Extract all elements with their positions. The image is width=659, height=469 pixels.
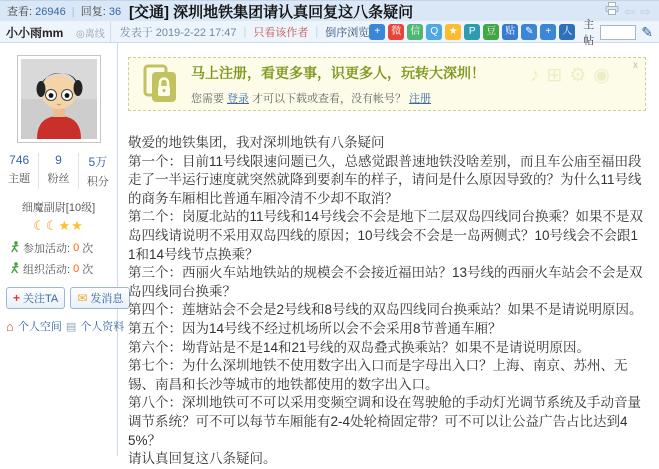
- banner-subline: 您需要 登录 才可以下载或查看，没有帐号？ 注册: [191, 92, 431, 105]
- views-label: 查看:: [7, 6, 33, 18]
- stat-label: 粉丝: [47, 173, 70, 185]
- share-edit-icon[interactable]: ✎: [521, 24, 537, 40]
- post-timestamp: 发表于 2019-2-22 17:47: [119, 27, 237, 39]
- envelope-icon: ✉: [77, 291, 88, 305]
- profile-link[interactable]: 个人资料: [80, 321, 125, 333]
- profile-icon: ▤: [65, 320, 77, 333]
- share-icon-group: [369, 24, 575, 40]
- replies-count: 36: [108, 6, 122, 18]
- offline-icon: ◎: [76, 28, 85, 40]
- avatar-image: [21, 59, 97, 139]
- user-rank: 细魔副尉[10级]: [21, 202, 96, 214]
- activity-row: [10, 240, 117, 256]
- pen-icon[interactable]: ✎: [641, 23, 653, 40]
- banner-decoration-icons: ♪⊞⚙◉: [529, 65, 617, 86]
- activity-count: 0: [73, 263, 80, 275]
- medal-row: [0, 217, 117, 235]
- stat-label: 积分: [86, 176, 109, 188]
- activity-label: 参加活动:: [23, 243, 71, 255]
- stat-积分[interactable]: [79, 153, 117, 189]
- post-meta: [111, 24, 370, 40]
- banner-close-icon[interactable]: x: [633, 60, 638, 71]
- reverse-order-link[interactable]: 倒序浏览: [325, 27, 370, 39]
- author-stats: [0, 153, 117, 189]
- activity-label: 组织活动:: [23, 264, 71, 276]
- post-paragraph: 请认真回复这八条疑问。: [128, 451, 277, 467]
- meta-divider: |: [315, 26, 319, 38]
- share-qq-icon[interactable]: Q: [426, 24, 442, 40]
- post-paragraph: 第六个：坳背站是不是14和21号线的双岛叠式换乘站？如果不是请说明原因。: [128, 339, 591, 355]
- avatar[interactable]: [17, 55, 101, 143]
- star-medal-icon: ★: [71, 218, 84, 233]
- banner-headline: 马上注册，看更多事，识更多人，玩转大深圳！: [191, 64, 485, 81]
- activity-unit: 次: [82, 243, 94, 255]
- post-paragraph: 第一个：目前11号线限速问题已久，总感觉跟普速地铁没啥差别，而且车公庙至福田段走了一半运行速度就突然就降到要刹车的样子，请问是什么原因导致的？为什么11号线的商务车厢相比普通车厢冷清不少却不取消？: [128, 153, 642, 206]
- post-content-area: [118, 43, 659, 467]
- post-meta-bar: [0, 19, 659, 47]
- prev-thread-icon[interactable]: ⇦: [624, 3, 636, 19]
- activity-count: 0: [73, 242, 80, 254]
- thread-counters: [0, 3, 122, 19]
- online-status: ◎离线: [76, 28, 105, 40]
- stat-value: 5万: [88, 155, 108, 169]
- author-cell: [0, 22, 111, 42]
- share-douban-icon[interactable]: 豆: [483, 24, 499, 40]
- moon-medal-icon: ☾: [33, 218, 46, 233]
- author-sidebar: [0, 43, 125, 456]
- post-paragraph: 第四个：莲塘站会不会是2号线和8号线的双岛四线同台换乘站？如果不是请说明原因。: [128, 302, 643, 318]
- share-more-icon[interactable]: +: [540, 24, 556, 40]
- share-weibo-icon[interactable]: 微: [388, 24, 404, 40]
- views-count: 26946: [35, 6, 66, 18]
- stat-label: 主题: [8, 173, 31, 185]
- activity-unit: 次: [82, 264, 94, 276]
- login-link[interactable]: 登录: [227, 92, 249, 105]
- runner-icon: [10, 241, 20, 256]
- author-username[interactable]: 小小雨mm: [6, 25, 64, 40]
- follow-button[interactable]: + 关注TA: [6, 287, 65, 309]
- share-tieba-icon[interactable]: 贴: [502, 24, 518, 40]
- stat-value: 746: [9, 153, 30, 167]
- share-renren-icon[interactable]: 人: [559, 24, 575, 40]
- stat-主题[interactable]: [0, 153, 39, 189]
- thread-title: [交通] 深圳地铁集团请认真回复这八条疑问: [129, 3, 414, 21]
- meta-divider: |: [243, 26, 247, 38]
- share-input[interactable]: [600, 25, 636, 40]
- share-scope-label: 主帖: [583, 19, 595, 47]
- post-body: [128, 134, 646, 469]
- activity-row: [10, 261, 117, 277]
- register-link[interactable]: 注册: [409, 92, 431, 105]
- counter-divider: |: [71, 6, 75, 18]
- activity-stats: [0, 240, 117, 277]
- post-paragraph: 第五个：因为14号线不经过机场所以会不会采用8节普通车厢？: [128, 320, 502, 336]
- post-paragraph: 敬爱的地铁集团，我对深圳地铁有八条疑问: [128, 135, 385, 150]
- send-message-button[interactable]: ✉ 发消息: [70, 287, 130, 309]
- share-pengyou-icon[interactable]: P: [464, 24, 480, 40]
- stat-value: 9: [55, 153, 62, 167]
- moon-medal-icon: ☾: [45, 218, 59, 233]
- plus-icon: +: [13, 291, 21, 305]
- share-wechat-icon[interactable]: 信: [407, 24, 423, 40]
- post-paragraph: 第二个：岗厦北站的11号线和14号线会不会是地下二层双岛四线同台换乘？如果不是双岛四线请说明不采用双岛四线的原因；10号线会不会是一岛两侧式？10号线会不会跟11和14号线节点换乘？: [128, 209, 644, 262]
- stat-粉丝[interactable]: [39, 153, 78, 189]
- post-paragraph: 第三个：西丽火车站地铁站的规模会不会接近福田站？13号线的西丽火车站会不会是双岛四线同台换乘？: [128, 265, 643, 299]
- post-paragraph: 第七个：为什么深圳地铁不使用数字出入口而是字母出入口？上海、南京、苏州、无锡、南昌和长沙等城市的地铁都使用的数字出入口。: [128, 358, 628, 392]
- post-paragraph: 第八个：深圳地铁可不可以采用变频空调和设在驾驶舱的手动灯光调节系统及手动音量调节系统？可不可以每节车厢能有2-4处轮椅固定带？可不可以让公益广告占比达到45%？: [128, 395, 641, 448]
- star-medal-icon: ★: [58, 218, 72, 233]
- register-banner: [128, 57, 646, 111]
- share-plus-icon[interactable]: +: [369, 24, 385, 40]
- replies-label: 回复:: [80, 6, 106, 18]
- next-thread-icon[interactable]: ⇨: [640, 3, 651, 19]
- share-qzone-icon[interactable]: ★: [445, 24, 461, 40]
- runner-icon: [10, 262, 20, 277]
- home-icon: ⌂: [6, 318, 14, 334]
- lock-documents-icon: [143, 64, 179, 104]
- personal-space-link[interactable]: 个人空间: [17, 321, 62, 333]
- only-author-link[interactable]: 只看该作者: [253, 27, 309, 39]
